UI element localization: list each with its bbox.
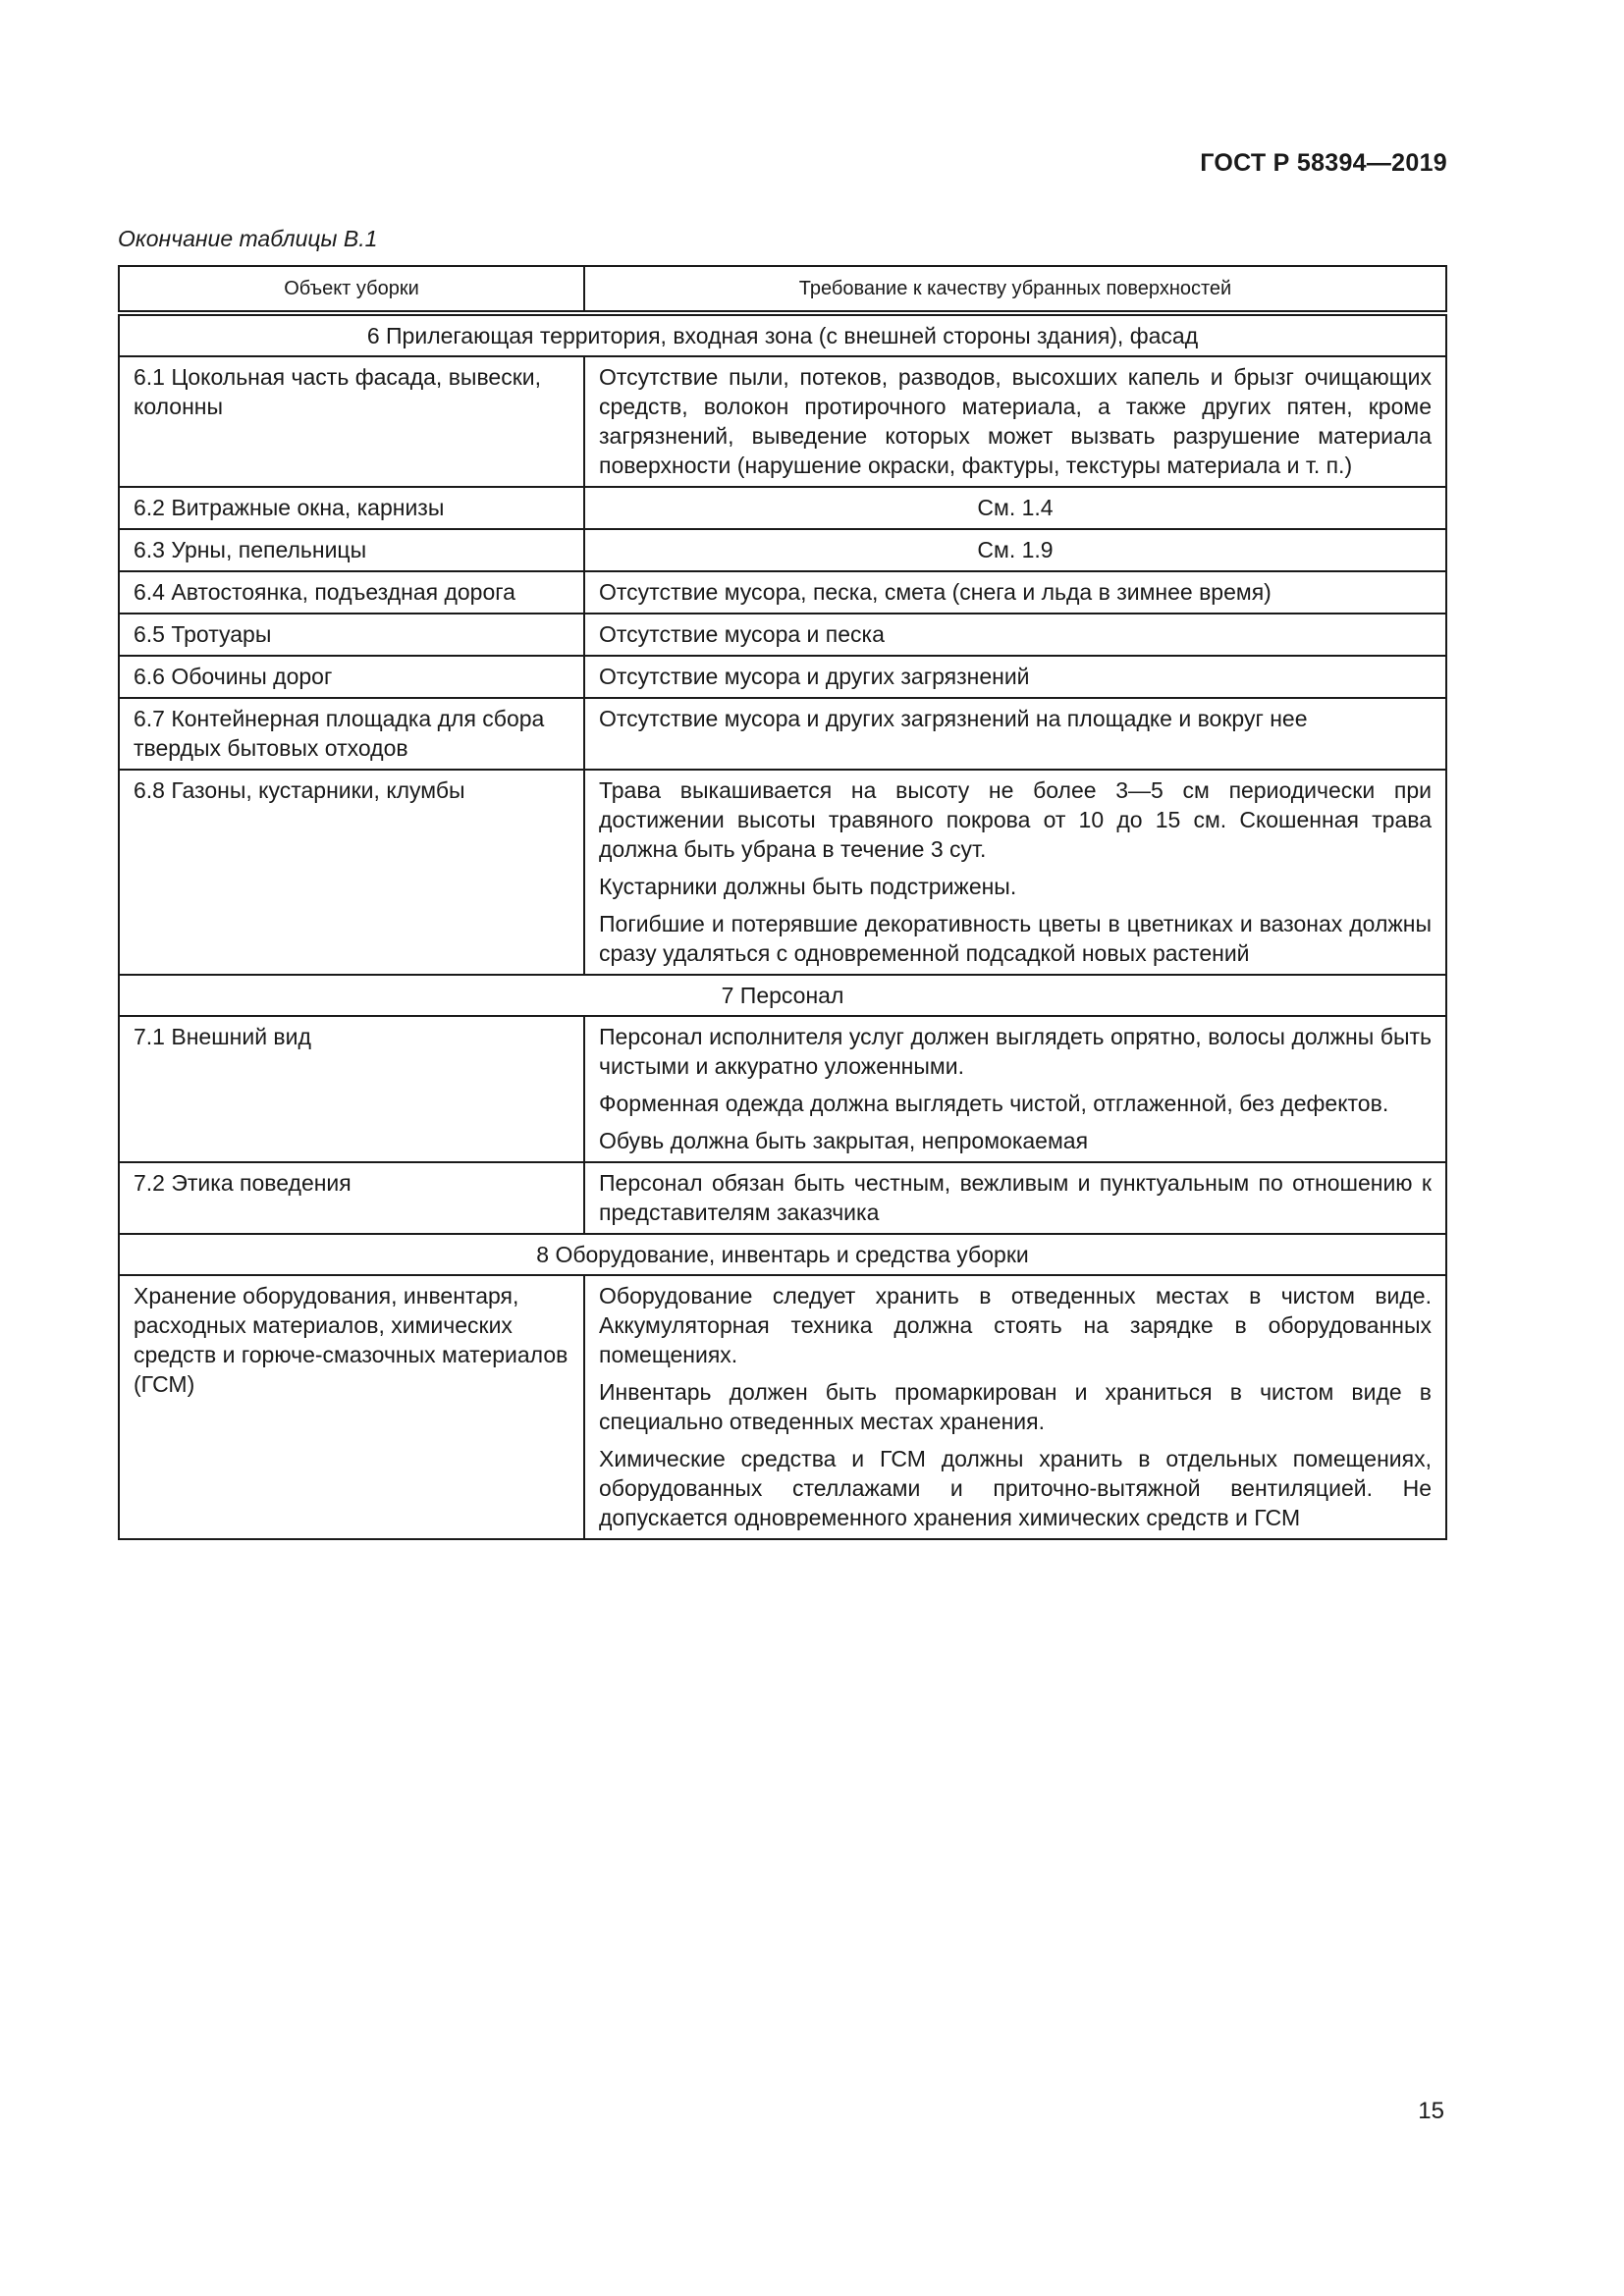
requirement-paragraph: Отсутствие мусора, песка, смета (снега и льда в зимнее время) [599, 579, 1272, 605]
quality-requirement [584, 698, 1446, 770]
requirement-paragraph: Химические средства и ГСМ должны хранить в отдельных помещениях, оборудованных стеллажами и приточно-вытяжной вентиляцией. Не допускается одновременного хранения химических средств и ГСМ [599, 1446, 1432, 1530]
requirements-table [118, 265, 1447, 1540]
table-row [119, 1162, 1446, 1234]
requirement-paragraph: Обувь должна быть закрытая, непромокаемая [599, 1128, 1089, 1153]
requirement-paragraph: Отсутствие мусора и других загрязнений [599, 664, 1030, 689]
section-heading: 8 Оборудование, инвентарь и средства уборки [119, 1234, 1446, 1275]
requirement-paragraph: Оборудование следует хранить в отведенных местах в чистом виде. Аккумуляторная техника должна стоять на зарядке в оборудованных помещениях. [599, 1283, 1432, 1367]
cleaning-object: 6.1 Цокольная часть фасада, вывески, колонны [119, 356, 584, 487]
quality-requirement [584, 1016, 1446, 1162]
quality-requirement [584, 356, 1446, 487]
requirement-paragraph: Персонал обязан быть честным, вежливым и пунктуальным по отношению к представителям заказчика [599, 1170, 1432, 1225]
requirement-paragraph: Персонал исполнителя услуг должен выглядеть опрятно, волосы должны быть чистыми и аккуратно уложенными. [599, 1024, 1432, 1079]
table-row [119, 356, 1446, 487]
section-heading: 6 Прилегающая территория, входная зона (с внешней стороны здания), фасад [119, 313, 1446, 356]
table-row [119, 1275, 1446, 1539]
cleaning-object: 6.6 Обочины дорог [119, 656, 584, 698]
quality-requirement [584, 614, 1446, 656]
cleaning-object: 6.7 Контейнерная площадка для сбора твердых бытовых отходов [119, 698, 584, 770]
section-row [119, 313, 1446, 356]
requirement-paragraph: Трава выкашивается на высоту не более 3—5 см периодически при достижении высоты травяного покрова от 10 до 15 см. Скошенная трава должна быть убрана в течение 3 сут. [599, 777, 1432, 862]
section-row [119, 1234, 1446, 1275]
column-header-object: Объект уборки [119, 266, 584, 313]
quality-requirement [584, 656, 1446, 698]
cleaning-object: Хранение оборудования, инвентаря, расходных материалов, химических средств и горюче-смазочных материалов (ГСМ) [119, 1275, 584, 1539]
standard-designation: ГОСТ Р 58394—2019 [1200, 149, 1447, 177]
table-row [119, 614, 1446, 656]
cleaning-object: 6.5 Тротуары [119, 614, 584, 656]
section-heading: 7 Персонал [119, 975, 1446, 1016]
table-row [119, 698, 1446, 770]
quality-requirement [584, 487, 1446, 529]
requirement-paragraph: Отсутствие мусора и песка [599, 621, 885, 647]
quality-requirement [584, 770, 1446, 975]
requirement-paragraph: Погибшие и потерявшие декоративность цветы в цветниках и вазонах должны сразу удаляться с одновременной подсадкой новых растений [599, 911, 1432, 966]
cleaning-object: 6.3 Урны, пепельницы [119, 529, 584, 571]
cleaning-object: 6.4 Автостоянка, подъездная дорога [119, 571, 584, 614]
table-caption: Окончание таблицы В.1 [118, 226, 378, 251]
table-row [119, 487, 1446, 529]
cleaning-object: 6.8 Газоны, кустарники, клумбы [119, 770, 584, 975]
quality-requirement [584, 1162, 1446, 1234]
section-row [119, 975, 1446, 1016]
table-header-row [119, 266, 1446, 313]
cleaning-object: 6.2 Витражные окна, карнизы [119, 487, 584, 529]
cleaning-object: 7.2 Этика поведения [119, 1162, 584, 1234]
quality-requirement [584, 1275, 1446, 1539]
page-number: 15 [1418, 2098, 1444, 2124]
requirement-paragraph: Отсутствие пыли, потеков, разводов, высохших капель и брызг очищающих средств, волокон протирочного материала, а также других пятен, кроме загрязнений, выведение которых может вызвать разрушение материала поверхности (нарушение окраски, фактуры, текстуры материала и т. п.) [599, 364, 1432, 478]
requirement-paragraph: См. 1.9 [977, 537, 1054, 562]
column-header-requirement: Требование к качеству убранных поверхностей [584, 266, 1446, 313]
requirement-paragraph: Кустарники должны быть подстрижены. [599, 874, 1017, 899]
table-row [119, 1016, 1446, 1162]
table-row [119, 656, 1446, 698]
table-row [119, 770, 1446, 975]
table-row [119, 571, 1446, 614]
quality-requirement [584, 529, 1446, 571]
quality-requirement [584, 571, 1446, 614]
requirement-paragraph: См. 1.4 [977, 495, 1054, 520]
requirement-paragraph: Инвентарь должен быть промаркирован и храниться в чистом виде в специально отведенных местах хранения. [599, 1379, 1432, 1434]
requirement-paragraph: Отсутствие мусора и других загрязнений на площадке и вокруг нее [599, 706, 1308, 731]
table-row [119, 529, 1446, 571]
cleaning-object: 7.1 Внешний вид [119, 1016, 584, 1162]
requirement-paragraph: Форменная одежда должна выглядеть чистой, отглаженной, без дефектов. [599, 1091, 1389, 1116]
